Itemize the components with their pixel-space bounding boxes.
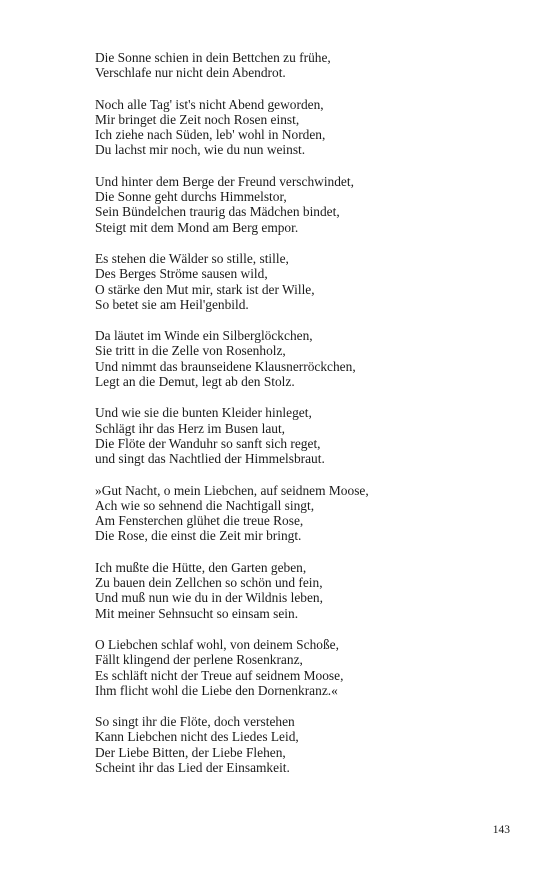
poem-line: Kann Liebchen nicht des Liedes Leid, (95, 729, 299, 745)
poem-line: Die Rose, die einst die Zeit mir bringt. (95, 528, 302, 544)
page-number: 143 (492, 824, 510, 836)
poem-line: Verschlafe nur nicht dein Abendrot. (95, 65, 286, 81)
poem-line: Es schläft nicht der Treue auf seidnem Moose, (95, 667, 344, 683)
poem-line: Am Fensterchen glühet die treue Rose, (95, 513, 304, 529)
poem-line: Schlägt ihr das Herz im Busen laut, (95, 420, 286, 436)
poem-line: So betet sie am Heil'genbild. (95, 296, 249, 312)
poem-line: Ich ziehe nach Süden, leb' wohl in Norden, (95, 127, 326, 143)
poem-line: Du lachst mir noch, wie du nun weinst. (95, 142, 306, 158)
poem-line: Da läutet im Winde ein Silberglöckchen, (95, 328, 313, 344)
poem-line: Und wie sie die bunten Kleider hinleget, (95, 405, 312, 421)
poem-line: Sein Bündelchen traurig das Mädchen bindet, (95, 204, 340, 220)
poem-line: O stärke den Mut mir, stark ist der Wille, (95, 281, 315, 297)
poem-line: Die Flöte der Wanduhr so sanft sich reget, (95, 435, 321, 451)
stanza (95, 328, 515, 389)
poem-line: Mit meiner Sehnsucht so einsam sein. (95, 605, 299, 621)
poem-line: Es stehen die Wälder so stille, stille, (95, 250, 289, 266)
stanza (95, 174, 515, 235)
poem-line: Steigt mit dem Mond am Berg empor. (95, 219, 299, 235)
poem-line: Noch alle Tag' ist's nicht Abend geworden, (95, 96, 324, 112)
stanza (95, 714, 515, 775)
poem-line: Der Liebe Bitten, der Liebe Flehen, (95, 744, 286, 760)
poem-line: Zu bauen dein Zellchen so schön und fein, (95, 575, 323, 591)
poem-line: Sie tritt in die Zelle von Rosenholz, (95, 343, 286, 359)
poem-line: »Gut Nacht, o mein Liebchen, auf seidnem Moose, (95, 482, 369, 498)
stanza (95, 405, 515, 466)
poem-line: Die Sonne geht durchs Himmelstor, (95, 189, 287, 205)
poem-line: Die Sonne schien in dein Bettchen zu frühe, (95, 50, 331, 65)
poem-line: Des Berges Ströme sausen wild, (95, 266, 268, 282)
stanza (95, 50, 515, 81)
poem-line: und singt das Nachtlied der Himmelsbraut. (95, 451, 325, 467)
stanza (95, 483, 515, 544)
poem-line: Legt an die Demut, legt ab den Stolz. (95, 374, 295, 390)
poem-line: Ich mußte die Hütte, den Garten geben, (95, 559, 307, 575)
stanza (95, 97, 515, 158)
poem-line: Scheint ihr das Lied der Einsamkeit. (95, 759, 290, 775)
stanza (95, 251, 515, 312)
poem-line: O Liebchen schlaf wohl, von deinem Schoße, (95, 636, 339, 652)
poem-line: Mir bringet die Zeit noch Rosen einst, (95, 111, 300, 127)
poem-line: Und muß nun wie du in der Wildnis leben, (95, 590, 323, 606)
poem-line: Und nimmt das braunseidene Klausnerröckchen, (95, 358, 356, 374)
poem-line: Fällt klingend der perlene Rosenkranz, (95, 652, 303, 668)
poem-line: Ihm flicht wohl die Liebe den Dornenkranz.« (95, 682, 338, 698)
stanza (95, 560, 515, 621)
poem-line: So singt ihr die Flöte, doch verstehen (95, 714, 295, 730)
poem-line: Und hinter dem Berge der Freund verschwindet, (95, 173, 354, 189)
poem-line: Ach wie so sehnend die Nachtigall singt, (95, 497, 315, 513)
stanza (95, 637, 515, 698)
poem-body (95, 50, 515, 791)
